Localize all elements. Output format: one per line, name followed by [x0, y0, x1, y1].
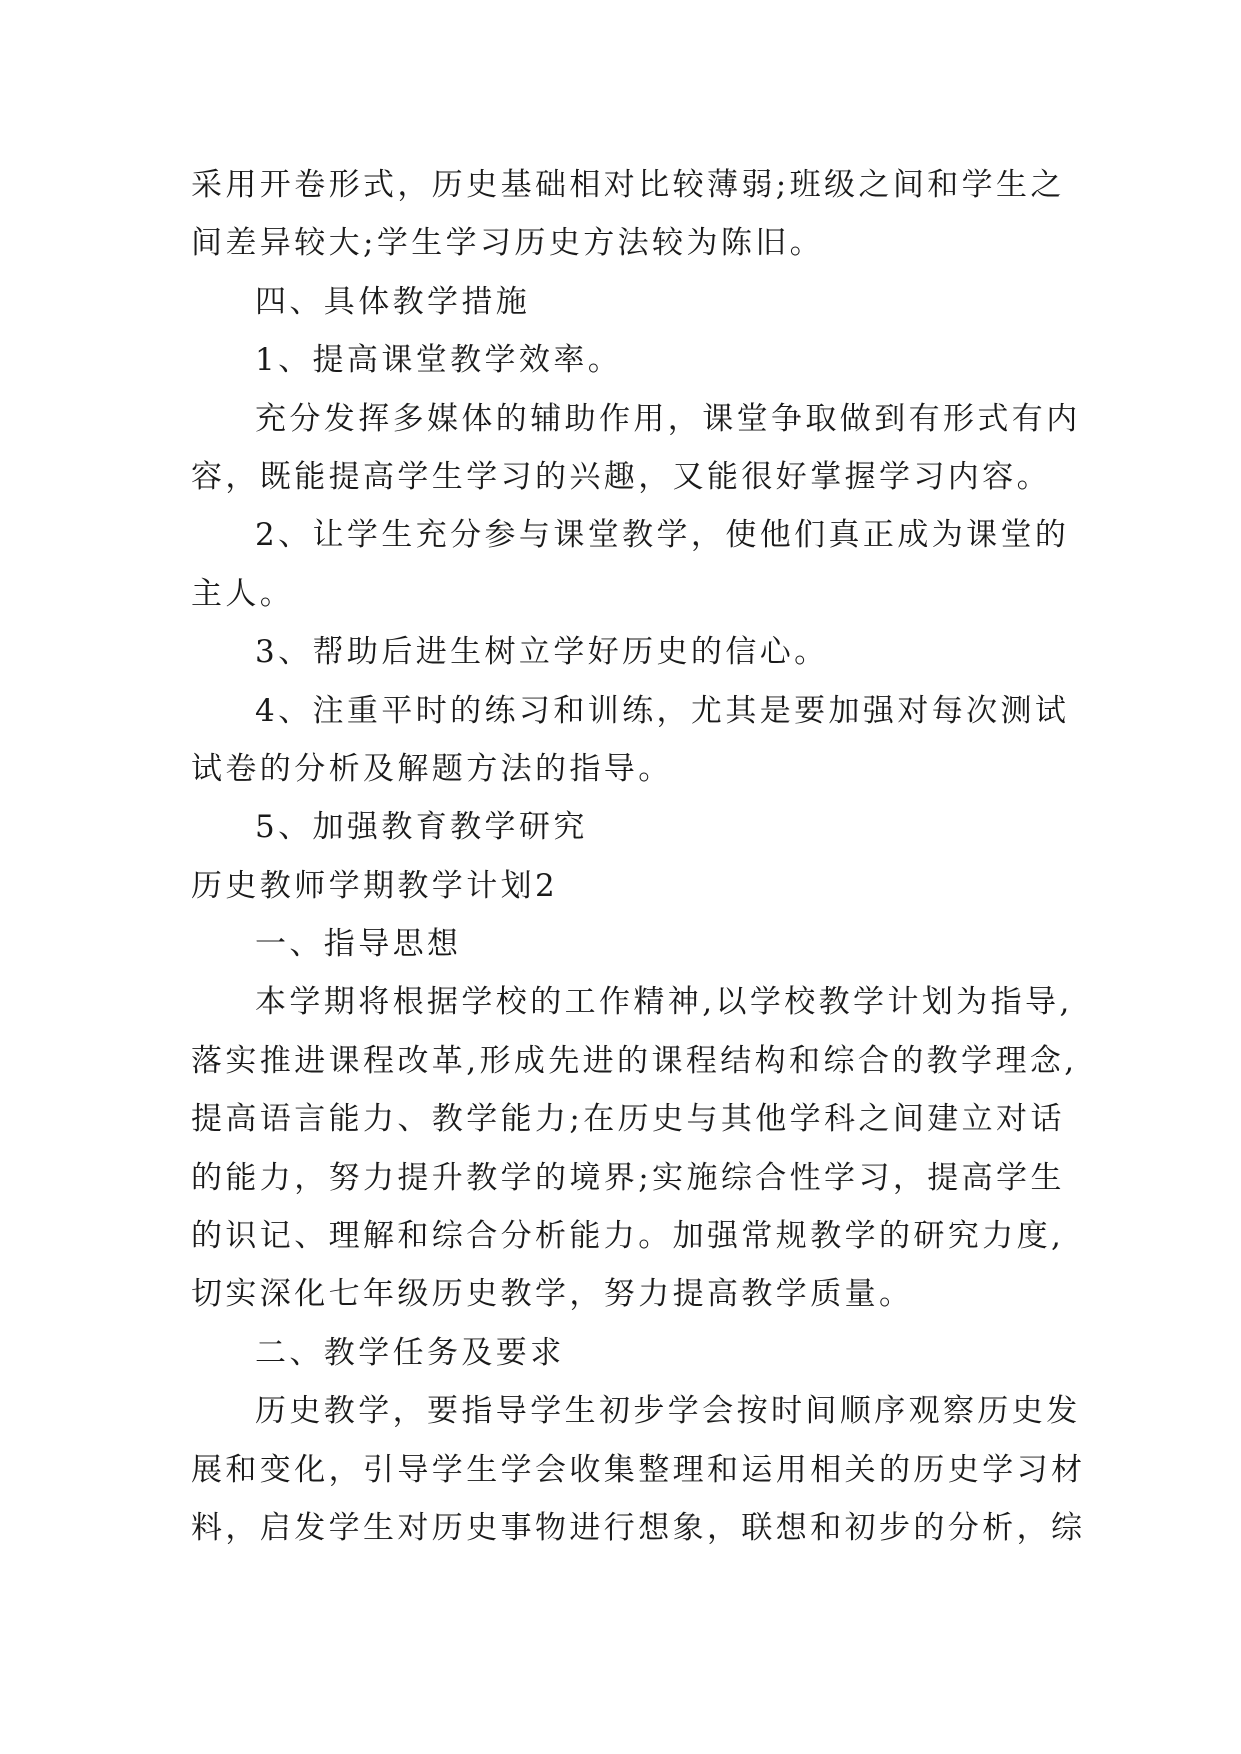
- text-line: 5、加强教育教学研究: [255, 809, 588, 846]
- text-line: 二、教学任务及要求: [255, 1334, 565, 1371]
- text-line: 充分发挥多媒体的辅助作用，课堂争取做到有形式有内: [255, 400, 1081, 437]
- text-line: 料，启发学生对历史事物进行想象，联想和初步的分析，综: [191, 1509, 1086, 1546]
- text-line: 4、注重平时的练习和训练，尤其是要加强对每次测试: [255, 692, 1070, 729]
- text-line: 2、让学生充分参与课堂教学，使他们真正成为课堂的: [255, 517, 1070, 554]
- text-line: 的识记、理解和综合分析能力。加强常规教学的研究力度,: [191, 1218, 1065, 1255]
- text-line: 试卷的分析及解题方法的指导。: [191, 750, 673, 787]
- text-line: 历史教师学期教学计划2: [191, 867, 559, 904]
- text-line: 本学期将根据学校的工作精神,以学校教学计划为指导,: [255, 984, 1073, 1021]
- text-line: 提高语言能力、教学能力;在历史与其他学科之间建立对话: [191, 1101, 1065, 1138]
- text-line: 切实深化七年级历史教学，努力提高教学质量。: [191, 1276, 914, 1313]
- text-line: 一、指导思想: [255, 926, 462, 963]
- text-line: 间差异较大;学生学习历史方法较为陈旧。: [191, 225, 825, 262]
- text-line: 展和变化，引导学生学会收集整理和运用相关的历史学习材: [191, 1451, 1086, 1488]
- text-line: 采用开卷形式，历史基础相对比较薄弱;班级之间和学生之: [191, 167, 1065, 203]
- text-line: 落实推进课程改革,形成先进的课程结构和综合的教学理念,: [191, 1042, 1078, 1079]
- text-line: 四、具体教学措施: [255, 283, 531, 320]
- text-line: 1、提高课堂教学效率。: [255, 342, 623, 379]
- text-line: 主人。: [191, 575, 295, 612]
- text-line: 容，既能提高学生学习的兴趣，又能很好掌握学习内容。: [191, 458, 1051, 495]
- document-body: [191, 156, 1086, 1557]
- text-line: 历史教学，要指导学生初步学会按时间顺序观察历史发: [255, 1393, 1081, 1430]
- text-line: 的能力，努力提升教学的境界;实施综合性学习，提高学生: [191, 1159, 1065, 1196]
- text-line: 3、帮助后进生树立学好历史的信心。: [255, 634, 829, 671]
